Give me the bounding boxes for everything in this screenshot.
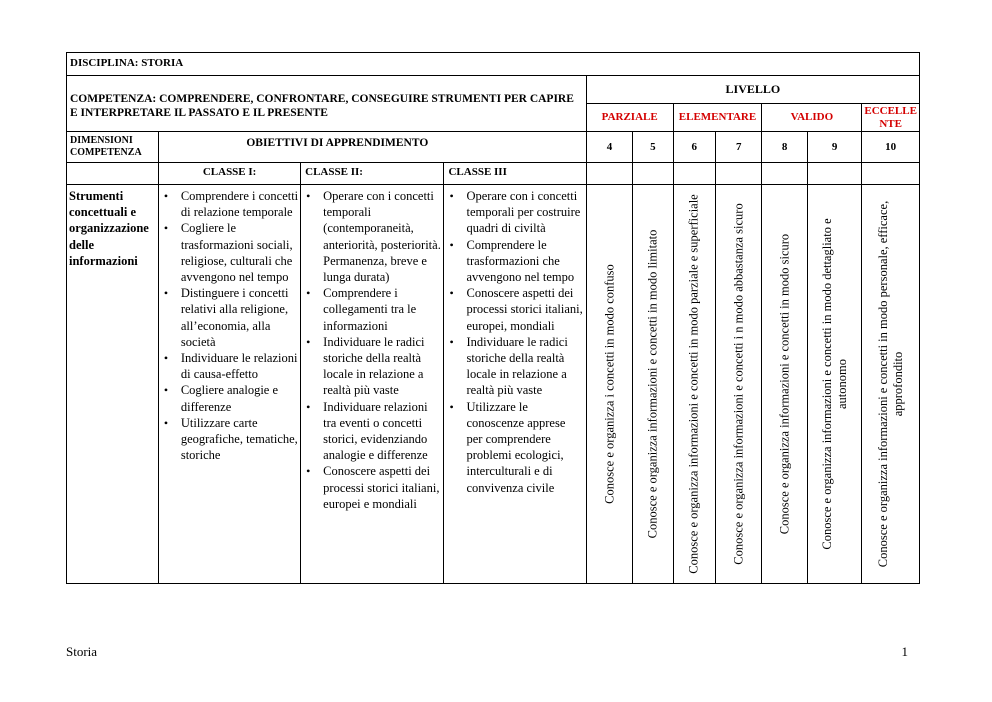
descriptor-10 [862,185,920,584]
empty-cell [715,163,761,185]
objective-item: • Conoscere aspetti dei processi storici italiani, europei, mondiali [466,285,585,334]
classe-3-objectives [444,185,586,584]
score-4: 4 [586,132,632,163]
score-6: 6 [673,132,715,163]
descriptor-7 [715,185,761,584]
objective-item: • Conoscere aspetti dei processi storici italiani, europei e mondiali [323,463,443,512]
level-elementare: ELEMENTARE [673,104,762,132]
descriptor-text: Conosce e organizza informazioni e concetti in modo personale, efficace, approfondito [875,200,905,568]
classe-3-header: CLASSE III [444,163,586,185]
descriptor-text: Conosce e organizza informazioni e concetti in modo dettagliato e autonomo [819,218,849,550]
objective-item: • Individuare le radici storiche della realtà locale in relazione a realtà più vaste [323,334,443,399]
objective-item: • Operare con i concetti temporali (contemporaneità, anteriorità, posteriorità. Permanenza, breve e lunga durata) [323,188,443,285]
descriptor-6 [673,185,715,584]
empty-cell [807,163,862,185]
score-5: 5 [633,132,673,163]
objective-item: • Utilizzare le conoscenze apprese per comprendere problemi ecologici, interculturali e di convivenza civile [466,399,585,496]
objective-item: • Comprendere i concetti di relazione temporale [181,188,300,220]
empty-cell [762,163,807,185]
obiettivi-header: OBIETTIVI DI APPRENDIMENTO [158,132,586,163]
level-valido: VALIDO [762,104,862,132]
footer-label: Storia [66,644,98,659]
score-8: 8 [762,132,807,163]
classe-2-objectives [301,185,444,584]
descriptor-5 [633,185,673,584]
competence-table [66,52,920,584]
descriptor-text: Conosce e organizza i concetti in modo confuso [602,264,616,504]
descriptor-text: Conosce e organizza informazioni e concetti i n modo abbastanza sicuro [731,203,746,565]
empty-cell [67,163,159,185]
descriptor-text: Conosce e organizza informazioni e concetti in modo limitato [645,229,660,539]
empty-cell [586,163,632,185]
dimensioni-header: DIMENSIONI COMPETENZA [67,132,159,163]
objective-item: • Comprendere le trasformazioni che avvengono nel tempo [466,237,585,286]
descriptor-9 [807,185,862,584]
page-number: 1 [901,644,908,659]
score-7: 7 [715,132,761,163]
objective-item: • Individuare le relazioni di causa-effetto [181,350,300,382]
empty-cell [673,163,715,185]
level-eccellente: ECCELLENTE [862,104,920,132]
classe-2-header: CLASSE II: [301,163,444,185]
objective-item: • Individuare relazioni tra eventi o concetti storici, evidenziando analogie e differenze [323,399,443,464]
empty-cell [862,163,920,185]
empty-cell [633,163,673,185]
level-parziale: PARZIALE [586,104,673,132]
classe-1-header: CLASSE I: [158,163,300,185]
objective-item: • Distinguere i concetti relativi alla religione, all’economia, alla società [181,285,300,350]
objective-item: • Operare con i concetti temporali per costruire quadri di civiltà [466,188,585,237]
objective-item: • Utilizzare carte geografiche, tematiche, storiche [181,415,300,464]
score-10: 10 [862,132,920,163]
descriptor-4 [586,185,632,584]
disciplina-title: DISCIPLINA: STORIA [67,53,920,76]
descriptor-text: Conosce e organizza informazioni e concetti in modo parziale e superficiale [686,194,701,574]
dimension-cell: Strumenti concettuali e organizzazione delle informazioni [67,185,159,584]
competenza-title: COMPETENZA: COMPRENDERE, CONFRONTARE, CONSEGUIRE STRUMENTI PER CAPIRE E INTERPRETARE IL PASSATO E IL PRESENTE [67,76,587,132]
score-9: 9 [807,132,862,163]
descriptor-8 [762,185,807,584]
objective-item: • Comprendere i collegamenti tra le informazioni [323,285,443,334]
livello-header: LIVELLO [586,76,919,104]
descriptor-text: Conosce e organizza informazioni e concetti in modo sicuro [777,233,792,535]
classe-1-objectives [158,185,300,584]
objective-item: • Cogliere analogie e differenze [181,382,300,414]
objective-item: • Individuare le radici storiche della realtà locale in relazione a realtà più vaste [466,334,585,399]
objective-item: • Cogliere le trasformazioni sociali, religiose, culturali che avvengono nel tempo [181,220,300,285]
